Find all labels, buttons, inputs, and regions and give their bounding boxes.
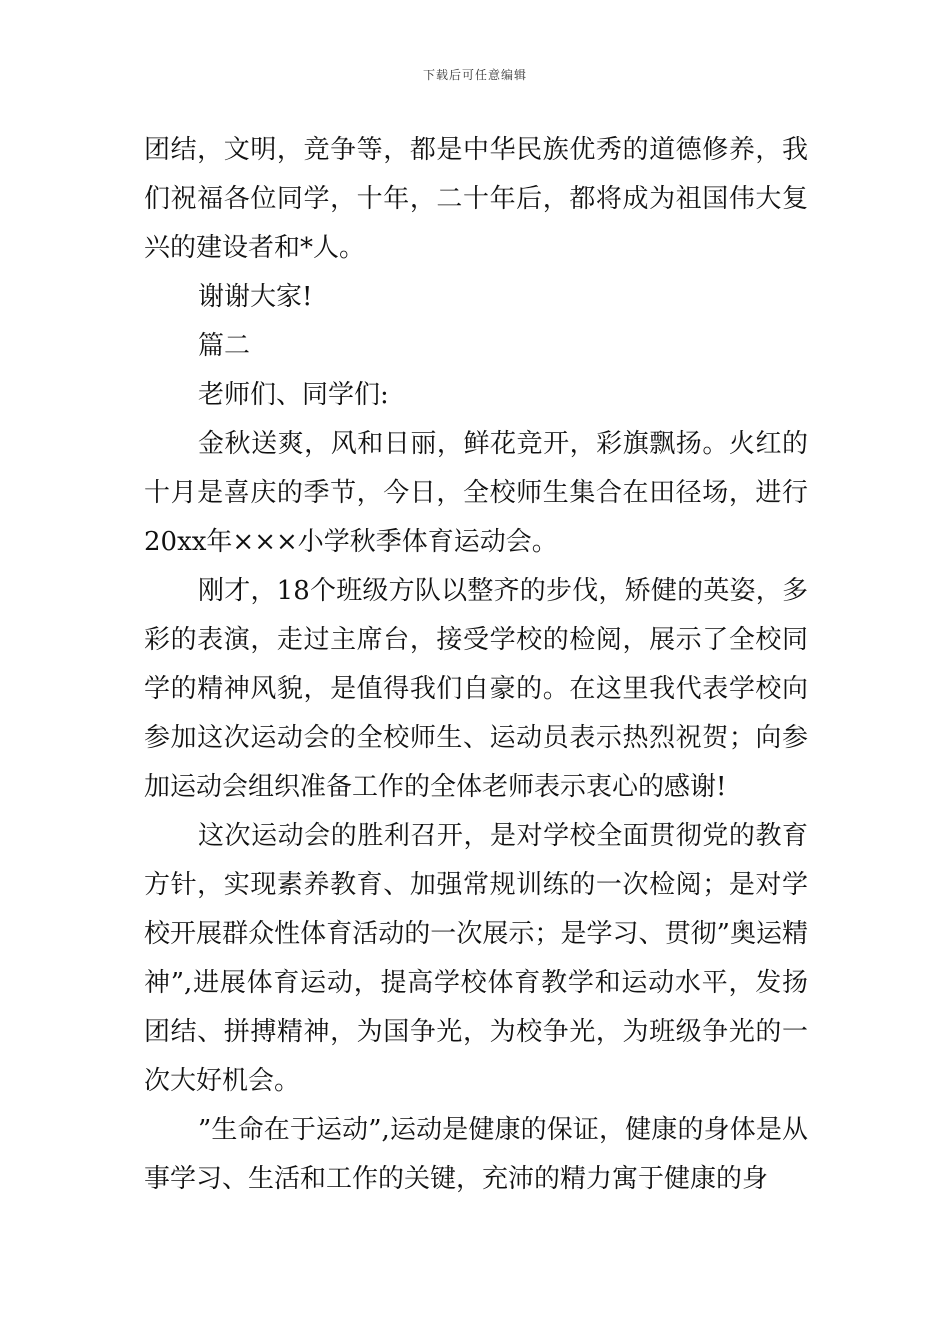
paragraph-parade: 刚才，18个班级方队以整齐的步伐，矫健的英姿，多彩的表演，走过主席台，接受学校的检阅，展示了全校同学的精神风貌，是值得我们自豪的。在这里我代表学校向参加这次运动会的全校师生、运动员表示热烈祝贺；向参加运动会组织准备工作的全体老师表示衷心的感谢! [144, 576, 808, 802]
paragraph-opening: 金秋送爽，风和日丽，鲜花竞开，彩旗飘扬。火红的十月是喜庆的季节，今日，全校师生集合在田径场，进行20xx年×××小学秋季体育运动会。 [144, 429, 808, 557]
paragraph-salutation: 老师们、同学们: [198, 380, 389, 410]
paragraph-health: ”生命在于运动”,运动是健康的保证，健康的身体是从事学习、生活和工作的关键，充沛的精力寓于健康的身 [144, 1115, 808, 1194]
document-body [144, 126, 808, 1204]
section-heading: 篇二 [198, 331, 251, 361]
paragraph-thanks: 谢谢大家! [198, 282, 313, 312]
header-note: 下载后可任意编辑 [422, 68, 527, 82]
paragraph-significance: 这次运动会的胜利召开，是对学校全面贯彻党的教育方针，实现素养教育、加强常规训练的一次检阅；是对学校开展群众性体育活动的一次展示；是学习、贯彻”奥运精神”,进展体育运动，提高学校体育教学和运动水平，发扬团结、拼搏精神，为国争光，为校争光，为班级争光的一次大好机会。 [144, 821, 808, 1096]
paragraph-continuation: 团结，文明，竞争等，都是中华民族优秀的道德修养，我们祝福各位同学，十年，二十年后，都将成为祖国伟大复兴的建设者和*人。 [144, 135, 808, 263]
